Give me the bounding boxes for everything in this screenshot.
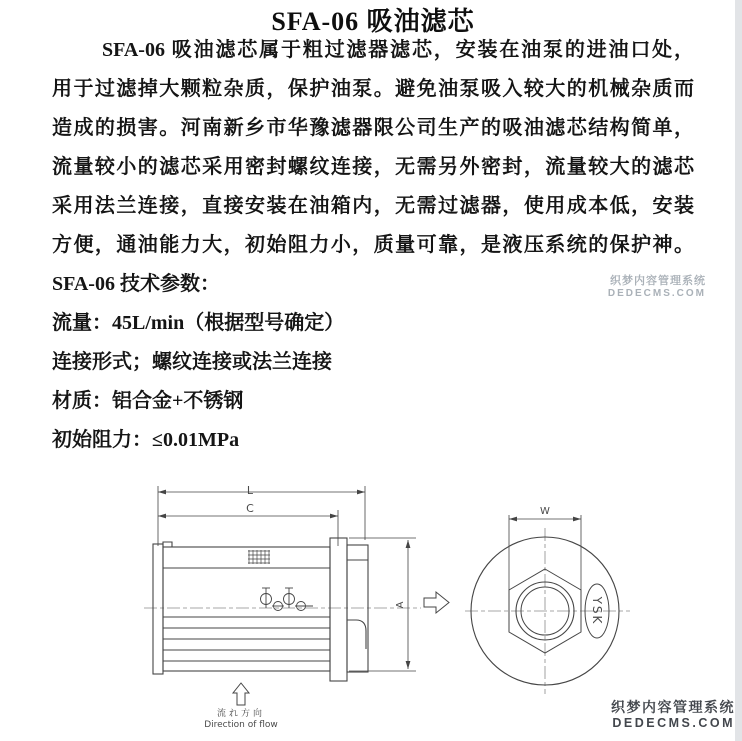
spec-item-pressure: 初始阻力：≤0.01MPa (52, 429, 240, 451)
spec-item-flow: 流量：45L/min（根据型号确定） (52, 312, 345, 334)
watermark-bottom-cn: 织梦内容管理系统 (611, 699, 735, 715)
spec-item-material: 材质：铝合金+不锈钢 (52, 390, 244, 412)
specs-heading: SFA-06 技术参数： (52, 273, 220, 295)
paragraph-line: 采用法兰连接，直接安装在油箱内，无需过滤器，使用成本低，安装 (52, 195, 694, 217)
view-arrow-icon (424, 592, 449, 613)
paragraph-line: 方便，通油能力大，初始阻力小，质量可靠，是液压系统的保护神。 (52, 234, 694, 256)
paragraph-line: 造成的损害。河南新乡市华豫滤器限公司生产的吸油滤芯结构简单， (52, 117, 694, 139)
crosshatch-patch (248, 550, 270, 564)
stamp-symbols (261, 588, 314, 611)
dim-label-W: W (540, 506, 550, 517)
dimension-C (158, 510, 338, 546)
page-title: SFA-06 吸油滤芯 (271, 7, 475, 36)
watermark-top-cn: 织梦内容管理系统 (610, 275, 706, 287)
flow-arrow-up-icon (233, 683, 249, 705)
watermark-bottom (611, 699, 735, 730)
brand-label: YSK (590, 596, 604, 626)
technical-drawing (140, 478, 660, 732)
paragraph-line: SFA-06 吸油滤芯属于粗过滤器滤芯，安装在油泵的进油口处， (102, 39, 694, 61)
watermark-top-domain: DEDECMS.COM (607, 287, 706, 299)
dim-label-C: C (246, 502, 254, 515)
front-view (465, 506, 630, 694)
paragraph-line: 用于过滤掉大颗粒杂质，保护油泵。避免油泵吸入较大的机械杂质而 (52, 78, 694, 100)
watermark-top (608, 275, 706, 300)
right-edge-strip (735, 0, 742, 741)
dim-label-L: L (246, 484, 254, 497)
watermark-bottom-domain: DEDECMS.COM (612, 715, 735, 730)
spec-item-connection: 连接形式；螺纹连接或法兰连接 (52, 351, 332, 373)
flow-direction (204, 683, 278, 730)
flow-label-cn: 流れ方向 (216, 709, 266, 719)
flange-and-nut (330, 538, 368, 681)
side-view (144, 484, 421, 681)
flow-label-en: Direction of flow (204, 720, 278, 730)
dim-label-A: A (395, 601, 406, 609)
body-text (52, 31, 694, 460)
paragraph-line: 流量较小的滤芯采用密封螺纹连接，无需另外密封，流量较大的滤芯 (52, 156, 694, 178)
